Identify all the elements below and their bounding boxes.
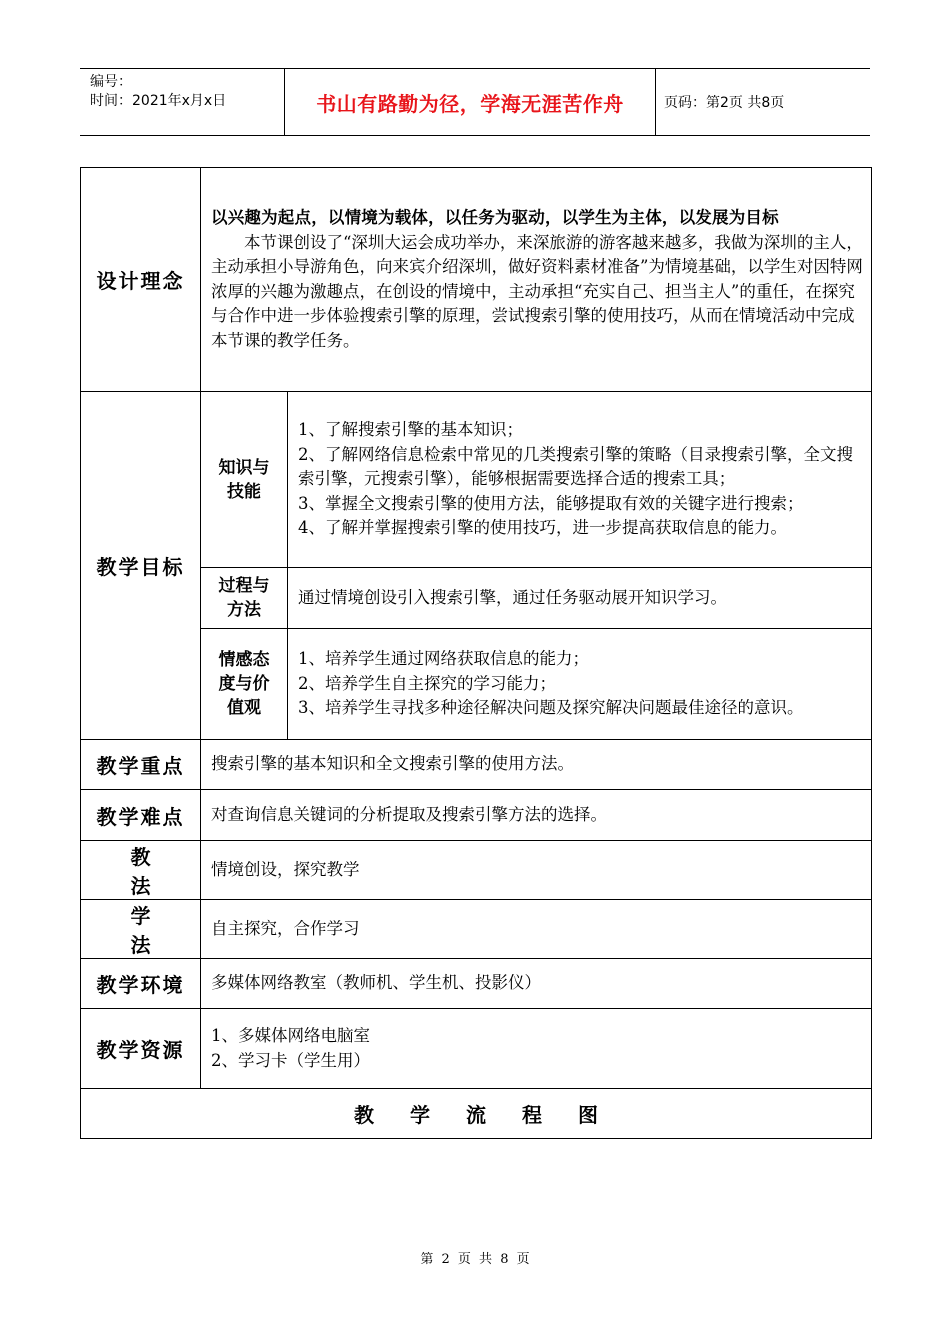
environment-content: 多媒体网络教室（教师机、学生机、投影仪）: [201, 959, 872, 1009]
list-item: 1、培养学生通过网络获取信息的能力；: [298, 649, 589, 669]
knowledge-label-line: 知识与: [218, 457, 270, 478]
resources-content: [201, 1009, 872, 1089]
key-point-content: 搜索引擎的基本知识和全文搜索引擎的使用方法。: [201, 740, 872, 790]
list-item: 1、多媒体网络电脑室: [211, 1026, 370, 1045]
teaching-method-label: 教法: [81, 841, 201, 900]
resources-row: [81, 1009, 872, 1089]
teaching-method-row: [81, 841, 872, 900]
page-footer: 第 2 页 共 8 页: [420, 1252, 530, 1267]
environment-label: 教学环境: [81, 959, 201, 1009]
emotion-label-line: 值观: [227, 698, 261, 718]
teaching-method-content: 情境创设，探究教学: [201, 841, 872, 900]
learning-method-label: 学法: [81, 900, 201, 959]
flowchart-title-row: [81, 1089, 872, 1139]
list-item: 3、培养学生寻找多种途径解决问题及探究解决问题最佳途径的意识。: [298, 698, 804, 718]
resources-label: 教学资源: [81, 1009, 201, 1089]
page-header: [80, 68, 870, 136]
list-item: 2、学习卡（学生用）: [211, 1050, 370, 1070]
header-motto: 书山有路勤为径，学海无涯苦作舟: [316, 91, 624, 116]
process-label: [201, 568, 288, 629]
emotion-content: [288, 629, 872, 740]
flowchart-title: 教学流程图: [81, 1089, 872, 1139]
list-item: 1、了解搜索引擎的基本知识；: [298, 420, 523, 440]
goal-knowledge-row: [81, 392, 872, 568]
knowledge-label: [201, 392, 288, 568]
list-item: 2、培养学生自主探究的学习能力；: [298, 673, 556, 693]
design-lead: 以兴趣为起点，以情境为载体，以任务为驱动，以学生为主体，以发展为目标: [211, 208, 779, 227]
time-label: 时间：2021年x月x日: [90, 93, 227, 109]
difficulty-label: 教学难点: [81, 790, 201, 841]
learning-method-row: [81, 900, 872, 959]
list-item: 3、掌握全文搜索引擎的使用方法，能够提取有效的关键字进行搜索；: [298, 493, 804, 513]
design-label: 设计理念: [81, 168, 201, 392]
emotion-label-line: 度与价: [218, 674, 270, 694]
design-row: [81, 168, 872, 392]
list-item: 2、了解网络信息检索中常见的几类搜索引擎的策略（目录搜索引擎，全文搜索引擎，元搜索引擎），能够根据需要选择合适的搜索工具；: [298, 444, 853, 489]
emotion-label: [201, 629, 288, 740]
knowledge-label-line: 技能: [227, 481, 261, 502]
learning-method-content: 自主探究，合作学习: [201, 900, 872, 959]
design-body: 本节课创设了“深圳大运会成功举办，来深旅游的游客越来越多，我做为深圳的主人，主动承担小导游角色，向来宾介绍深圳，做好资料素材准备”为情境基础，以学生对因特网浓厚的兴趣为激趣点，在创设的情境中，主动承担“充实自己、担当主人”的重任，在探究与合作中进一步体验搜索引擎的原理，尝试搜索引擎的使用技巧，从而在情境活动中完成本节课的教学任务。: [211, 232, 863, 350]
process-content: 通过情境创设引入搜索引擎，通过任务驱动展开知识学习。: [288, 568, 872, 629]
header-page-info: 页码：第2页 共8页: [664, 95, 785, 111]
header-meta: [90, 73, 226, 111]
emotion-label-line: 情感态: [218, 650, 270, 670]
difficulty-content: 对查询信息关键词的分析提取及搜索引擎方法的选择。: [201, 790, 872, 841]
key-point-label: 教学重点: [81, 740, 201, 790]
header-divider: [655, 69, 656, 135]
process-label-line: 方法: [227, 600, 261, 620]
list-item: 4、了解并掌握搜索引擎的使用技巧，进一步提高获取信息的能力。: [298, 518, 787, 538]
design-content: [201, 168, 872, 392]
knowledge-content: [288, 392, 872, 568]
key-point-row: [81, 740, 872, 790]
goals-label: 教学目标: [81, 392, 201, 740]
process-label-line: 过程与: [218, 576, 270, 596]
lesson-plan-table: [80, 167, 872, 1139]
difficulty-row: [81, 790, 872, 841]
number-label: 编号：: [90, 74, 132, 90]
environment-row: [81, 959, 872, 1009]
